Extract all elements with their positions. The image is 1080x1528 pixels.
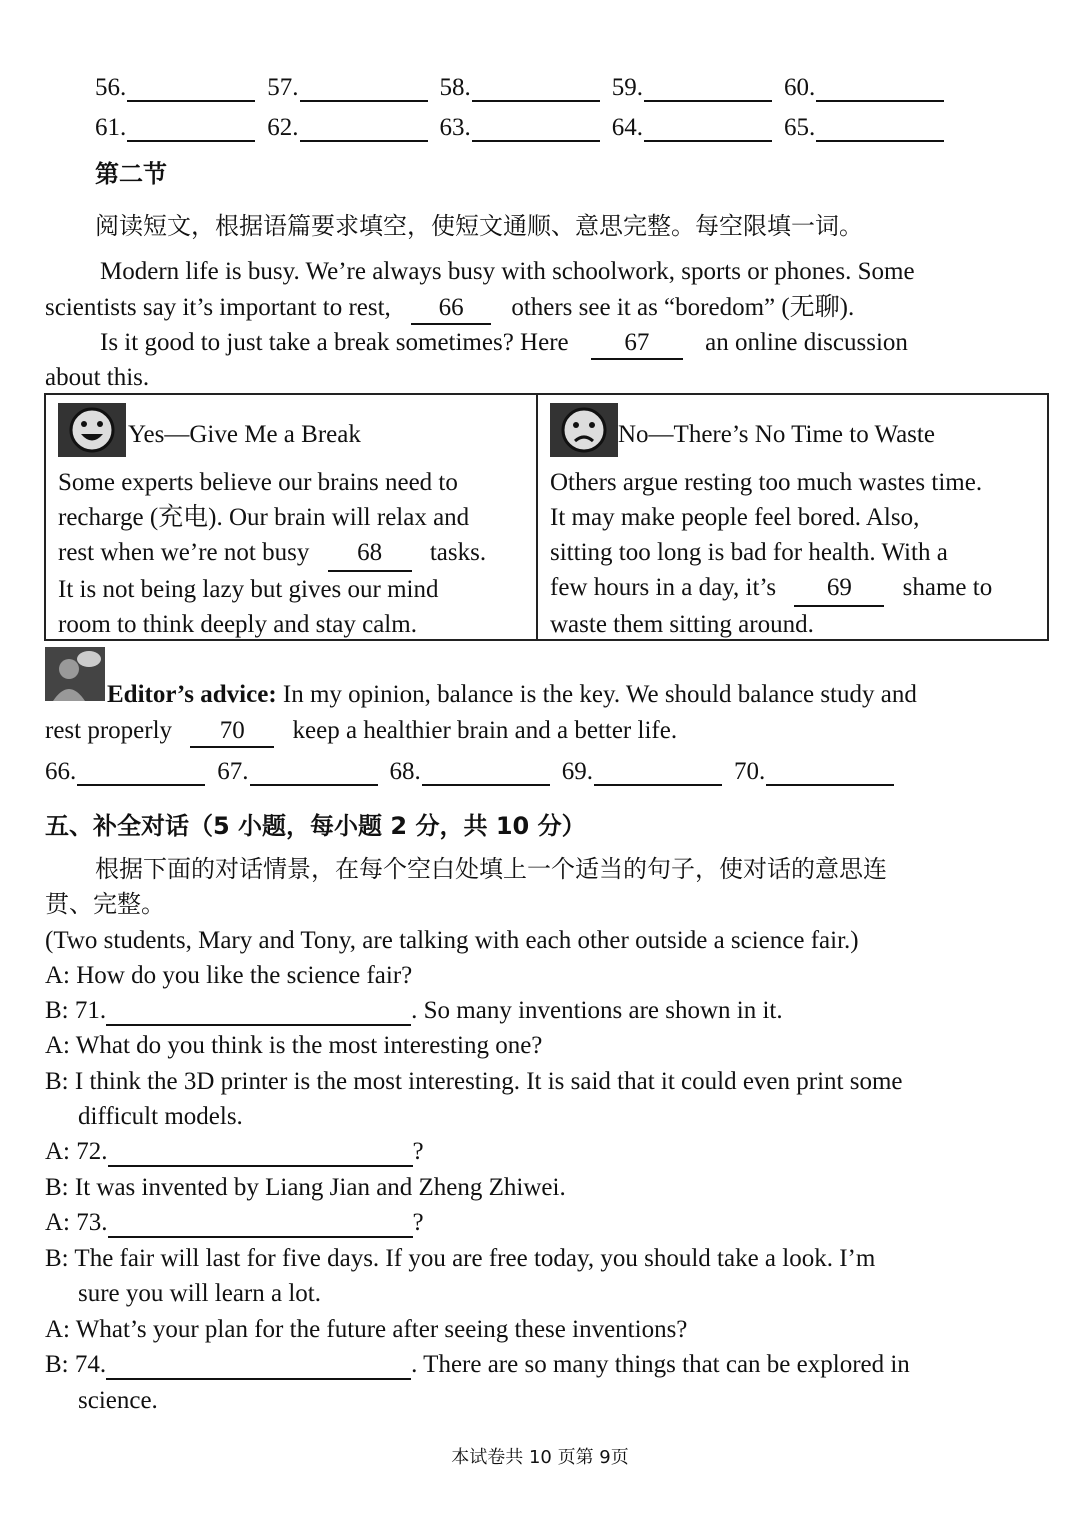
blank-70: 70 [190, 716, 274, 748]
yes-column [46, 395, 538, 639]
blank-rule[interactable] [766, 762, 894, 786]
answer-blank[interactable] [95, 114, 255, 142]
dialogue-line [45, 996, 783, 1026]
blank-number: 62. [267, 114, 299, 141]
dialogue-line: A: What’s your plan for the future after seeing these inventions? [45, 1316, 688, 1343]
blank-rule[interactable] [644, 78, 772, 102]
discussion-table [44, 393, 1049, 641]
answer-line-72[interactable] [108, 1143, 413, 1167]
yes-text: rest when we’re not busy [58, 539, 310, 566]
blank-rule[interactable] [594, 762, 722, 786]
blank-66: 66 [411, 293, 491, 325]
blank-68: 68 [328, 535, 412, 572]
smiley-face-icon [58, 403, 126, 457]
blank-rule[interactable] [127, 118, 255, 142]
answer-blank[interactable] [734, 758, 894, 786]
answer-blank[interactable] [440, 74, 600, 102]
dialogue-context: (Two students, Mary and Tony, are talking with each other outside a science fair.) [45, 927, 859, 954]
passage-text: an online discussion [705, 329, 908, 356]
answer-blank[interactable] [217, 758, 377, 786]
editor-advice-line [45, 716, 677, 748]
blank-number: 68. [389, 758, 421, 785]
answer-blanks-61-65 [95, 114, 956, 142]
dialogue-line [45, 1208, 424, 1238]
blank-number: 64. [611, 114, 643, 141]
yes-line: recharge (充电). Our brain will relax and [58, 504, 470, 531]
blank-number: 61. [95, 114, 127, 141]
no-text: few hours in a day, it’s [550, 574, 777, 601]
answer-blank[interactable] [612, 114, 772, 142]
blank-number: 58. [439, 74, 471, 101]
editor-advice-line [107, 680, 917, 710]
answer-line-74[interactable] [106, 1356, 411, 1380]
dialogue-text: B: 71. [45, 997, 107, 1024]
dialogue-line [45, 1350, 910, 1380]
answer-blank[interactable] [612, 74, 772, 102]
blank-number: 70. [734, 758, 766, 785]
no-line [550, 570, 1035, 607]
no-line: Others argue resting too much wastes time. [550, 469, 983, 496]
yes-line: Some experts believe our brains need to [58, 469, 458, 496]
dialogue-line: sure you will learn a lot. [78, 1280, 321, 1307]
no-line: It may make people feel bored. Also, [550, 504, 920, 531]
blank-number: 65. [784, 114, 816, 141]
dialogue-line: science. [78, 1387, 158, 1414]
dialogue-text: A: 72. [45, 1138, 108, 1165]
no-heading: No—There’s No Time to Waste [618, 421, 935, 448]
blank-67: 67 [591, 328, 683, 360]
dialogue-line: B: I think the 3D printer is the most interesting. It is said that it could even print some [45, 1068, 903, 1095]
editor-text: In my opinion, balance is the key. We should balance study and [282, 681, 917, 708]
dialogue-text: ? [412, 1138, 424, 1165]
no-body [550, 465, 1035, 642]
answer-blank[interactable] [440, 114, 600, 142]
answer-blanks-66-70 [45, 758, 906, 786]
frowning-face-icon [550, 403, 618, 457]
dialogue-line: B: The fair will last for five days. If you are free today, you should take a look. I’m [45, 1245, 876, 1272]
blank-number: 59. [611, 74, 643, 101]
answer-blank[interactable] [95, 74, 255, 102]
blank-69: 69 [794, 570, 884, 607]
passage-line [45, 293, 854, 325]
blank-number: 69. [561, 758, 593, 785]
yes-heading: Yes—Give Me a Break [128, 421, 361, 448]
section5-instruction: 根据下面的对话情景，在每个空白处填上一个适当的句子，使对话的意思连 [95, 855, 887, 883]
no-line: waste them sitting around. [550, 611, 814, 638]
dialogue-line: B: It was invented by Liang Jian and Zheng Zhiwei. [45, 1174, 566, 1201]
answer-blank[interactable] [784, 74, 944, 102]
no-text: shame to [902, 574, 993, 601]
dialogue-line: A: How do you like the science fair? [45, 962, 413, 989]
dialogue-text: ? [412, 1209, 424, 1236]
no-line: sitting too long is bad for health. With a [550, 539, 948, 566]
editor-label: Editor’s advice: [107, 681, 277, 708]
blank-rule[interactable] [472, 118, 600, 142]
blank-rule[interactable] [250, 762, 378, 786]
blank-rule[interactable] [300, 78, 428, 102]
dialogue-text: . There are so many things that can be explored in [411, 1351, 910, 1378]
page-footer: 本试卷共 10 页第 9页 [451, 1447, 629, 1468]
answer-blank[interactable] [390, 758, 550, 786]
blank-rule[interactable] [422, 762, 550, 786]
section5-instruction: 贯、完整。 [45, 890, 165, 918]
answer-line-73[interactable] [108, 1214, 413, 1238]
no-column [538, 395, 1047, 639]
dialogue-line [45, 1137, 424, 1167]
dialogue-line: A: What do you think is the most interesting one? [45, 1032, 543, 1059]
answer-line-71[interactable] [106, 1002, 411, 1026]
blank-rule[interactable] [644, 118, 772, 142]
blank-number: 60. [784, 74, 816, 101]
passage-line: about this. [45, 364, 150, 391]
answer-blank[interactable] [267, 74, 427, 102]
blank-number: 67. [217, 758, 249, 785]
blank-rule[interactable] [816, 118, 944, 142]
blank-number: 63. [439, 114, 471, 141]
answer-blank[interactable] [45, 758, 205, 786]
blank-number: 66. [45, 758, 77, 785]
editor-text: rest properly [45, 717, 173, 744]
dialogue-text: B: 74. [45, 1351, 107, 1378]
blank-number: 56. [95, 74, 127, 101]
blank-number: 57. [267, 74, 299, 101]
dialogue-text: . So many inventions are shown in it. [411, 997, 783, 1024]
editor-text: keep a healthier brain and a better life. [292, 717, 678, 744]
yes-line: room to think deeply and stay calm. [58, 611, 417, 638]
blank-rule[interactable] [77, 762, 205, 786]
answer-blank[interactable] [562, 758, 722, 786]
passage-text: others see it as “boredom” (无聊). [511, 294, 855, 321]
answer-blanks-56-60 [95, 74, 956, 102]
section5-title: 五、补全对话（5 小题，每小题 2 分，共 10 分） [45, 812, 586, 840]
answer-blank[interactable] [267, 114, 427, 142]
passage-line: Modern life is busy. We’re always busy with schoolwork, sports or phones. Some [100, 258, 915, 285]
yes-line [58, 535, 524, 572]
passage-text: scientists say it’s important to rest, [45, 294, 391, 321]
passage-line [100, 328, 908, 360]
section-title: 第二节 [95, 160, 167, 188]
editor-avatar-icon [45, 647, 105, 701]
passage-text: Is it good to just take a break sometimes? Here [100, 329, 569, 356]
blank-rule[interactable] [300, 118, 428, 142]
dialogue-line: difficult models. [78, 1103, 243, 1130]
section-instruction: 阅读短文，根据语篇要求填空，使短文通顺、意思完整。每空限填一词。 [95, 212, 863, 240]
yes-line: It is not being lazy but gives our mind [58, 576, 439, 603]
dialogue-text: A: 73. [45, 1209, 108, 1236]
yes-body [58, 465, 524, 642]
yes-text: tasks. [429, 539, 487, 566]
blank-rule[interactable] [127, 78, 255, 102]
blank-rule[interactable] [816, 78, 944, 102]
answer-blank[interactable] [784, 114, 944, 142]
blank-rule[interactable] [472, 78, 600, 102]
